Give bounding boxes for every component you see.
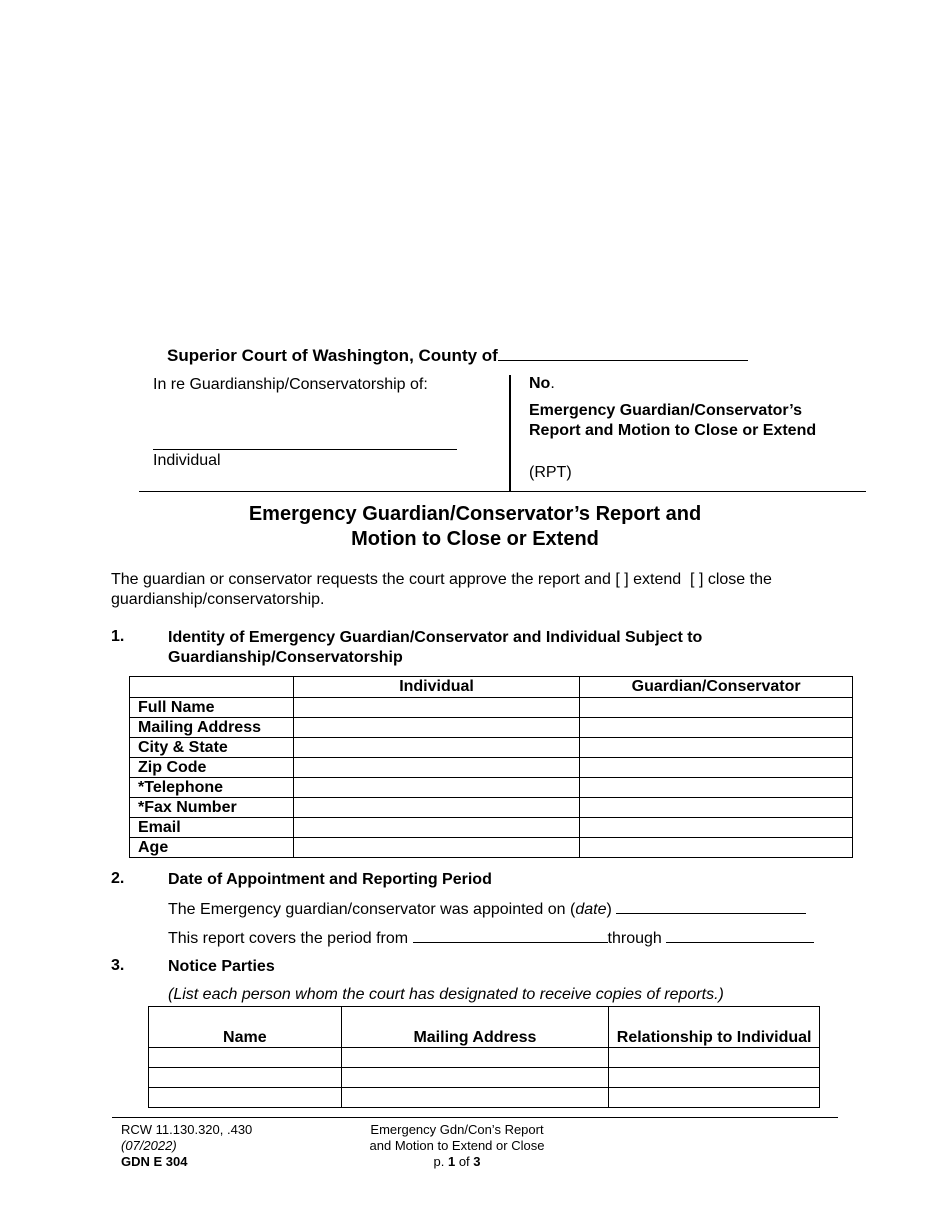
in-re-label: In re Guardianship/Conservatorship of: <box>153 376 428 393</box>
footer-date: (07/2022) <box>121 1138 177 1153</box>
appointed-line <box>168 899 806 919</box>
name-cell[interactable] <box>149 1068 342 1088</box>
county-field[interactable] <box>498 344 748 361</box>
row-label: *Fax Number <box>130 798 294 818</box>
table-row <box>130 798 853 818</box>
table-row <box>130 738 853 758</box>
table-row <box>130 718 853 738</box>
guardian-cell[interactable] <box>580 818 853 838</box>
close-label: close the guardianship/conservatorship. <box>111 571 772 608</box>
table-row <box>130 818 853 838</box>
individual-cell[interactable] <box>293 758 579 778</box>
page-of: of <box>458 1154 470 1169</box>
footer-rcw: RCW 11.130.320, .430 <box>121 1122 253 1137</box>
period-from-label: This report covers the period from <box>168 930 409 947</box>
intro-paragraph <box>111 570 851 610</box>
footer-rule <box>112 1117 838 1118</box>
footer-center <box>347 1122 567 1170</box>
column-header: Relationship to Individual <box>609 1007 820 1048</box>
guardian-cell[interactable] <box>580 778 853 798</box>
notice-parties-table <box>148 1006 820 1108</box>
section-3-number: 3. <box>111 957 125 974</box>
identity-table <box>129 676 853 858</box>
intro-text: The guardian or conservator requests the court approve the report and <box>111 571 611 588</box>
relationship-cell[interactable] <box>609 1068 820 1088</box>
footer-form-number: GDN E 304 <box>121 1154 188 1169</box>
title-line-2: Motion to Close or Extend <box>351 528 599 550</box>
address-cell[interactable] <box>341 1048 609 1068</box>
address-cell[interactable] <box>341 1068 609 1088</box>
table-row <box>149 1048 820 1068</box>
row-label: Full Name <box>130 698 294 718</box>
extend-label: extend <box>633 571 682 588</box>
page-prefix: p. <box>433 1154 445 1169</box>
individual-cell[interactable] <box>293 738 579 758</box>
guardian-cell[interactable] <box>580 838 853 858</box>
row-label: Email <box>130 818 294 838</box>
page-total: 3 <box>473 1154 481 1169</box>
case-number-label: No <box>529 375 551 392</box>
court-heading <box>167 344 748 366</box>
footer-desc-2: and Motion to Extend or Close <box>369 1138 545 1153</box>
individual-cell[interactable] <box>293 718 579 738</box>
row-label: *Telephone <box>130 778 294 798</box>
individual-label: Individual <box>153 452 221 469</box>
caption-divider <box>509 375 511 491</box>
caption-rule <box>139 491 866 492</box>
relationship-cell[interactable] <box>609 1048 820 1068</box>
section-1-number: 1. <box>111 628 125 645</box>
court-label: Superior Court of Washington, County of <box>167 346 498 365</box>
case-number: No. <box>529 375 555 392</box>
guardian-cell[interactable] <box>580 718 853 738</box>
page-number <box>347 1154 567 1170</box>
period-through-field[interactable] <box>666 928 814 943</box>
row-label: Zip Code <box>130 758 294 778</box>
period-through-label: through <box>607 930 662 947</box>
individual-cell[interactable] <box>293 798 579 818</box>
guardian-cell[interactable] <box>580 698 853 718</box>
row-label: City & State <box>130 738 294 758</box>
table-row <box>130 778 853 798</box>
section-3-title: Notice Parties <box>168 958 275 975</box>
table-header-row <box>130 677 853 698</box>
column-header: Mailing Address <box>341 1007 609 1048</box>
individual-cell[interactable] <box>293 818 579 838</box>
page-current: 1 <box>447 1154 456 1169</box>
row-label: Mailing Address <box>130 718 294 738</box>
date-word: date <box>575 901 607 918</box>
column-header: Name <box>149 1007 342 1048</box>
individual-cell[interactable] <box>293 838 579 858</box>
table-header-row <box>149 1007 820 1048</box>
table-row <box>130 838 853 858</box>
address-cell[interactable] <box>341 1088 609 1108</box>
guardian-cell[interactable] <box>580 798 853 818</box>
form-code: (RPT) <box>529 464 572 481</box>
extend-checkbox[interactable]: [ ] <box>615 571 629 588</box>
column-header: Individual <box>293 677 579 698</box>
column-header: Guardian/Conservator <box>580 677 853 698</box>
section-2-title: Date of Appointment and Reporting Period <box>168 871 492 888</box>
table-row <box>130 758 853 778</box>
appointed-close: ) <box>606 901 612 918</box>
section-2-number: 2. <box>111 870 125 887</box>
individual-cell[interactable] <box>293 698 579 718</box>
period-line <box>168 928 814 948</box>
notice-instruction: (List each person whom the court has designated to receive copies of reports.) <box>168 986 724 1003</box>
name-cell[interactable] <box>149 1088 342 1108</box>
relationship-cell[interactable] <box>609 1088 820 1108</box>
column-header <box>130 677 294 698</box>
name-cell[interactable] <box>149 1048 342 1068</box>
individual-name-field[interactable] <box>153 449 457 450</box>
section-1-title: Identity of Emergency Guardian/Conservator and Individual Subject to Guardianship/Conservatorship <box>168 629 703 666</box>
guardian-cell[interactable] <box>580 738 853 758</box>
table-row <box>149 1068 820 1088</box>
page-title <box>0 502 950 552</box>
appointment-date-field[interactable] <box>616 899 806 914</box>
footer-desc-1: Emergency Gdn/Con’s Report <box>370 1122 544 1137</box>
case-title: Emergency Guardian/Conservator’s Report and Motion to Close or Extend <box>529 402 817 439</box>
individual-cell[interactable] <box>293 778 579 798</box>
footer-left <box>121 1122 252 1170</box>
table-row <box>149 1088 820 1108</box>
close-checkbox[interactable]: [ ] <box>690 571 704 588</box>
guardian-cell[interactable] <box>580 758 853 778</box>
period-from-field[interactable] <box>413 928 608 943</box>
appointed-text: The Emergency guardian/conservator was appointed on ( <box>168 901 576 918</box>
table-row <box>130 698 853 718</box>
row-label: Age <box>130 838 294 858</box>
title-line-1: Emergency Guardian/Conservator’s Report and <box>248 503 702 525</box>
